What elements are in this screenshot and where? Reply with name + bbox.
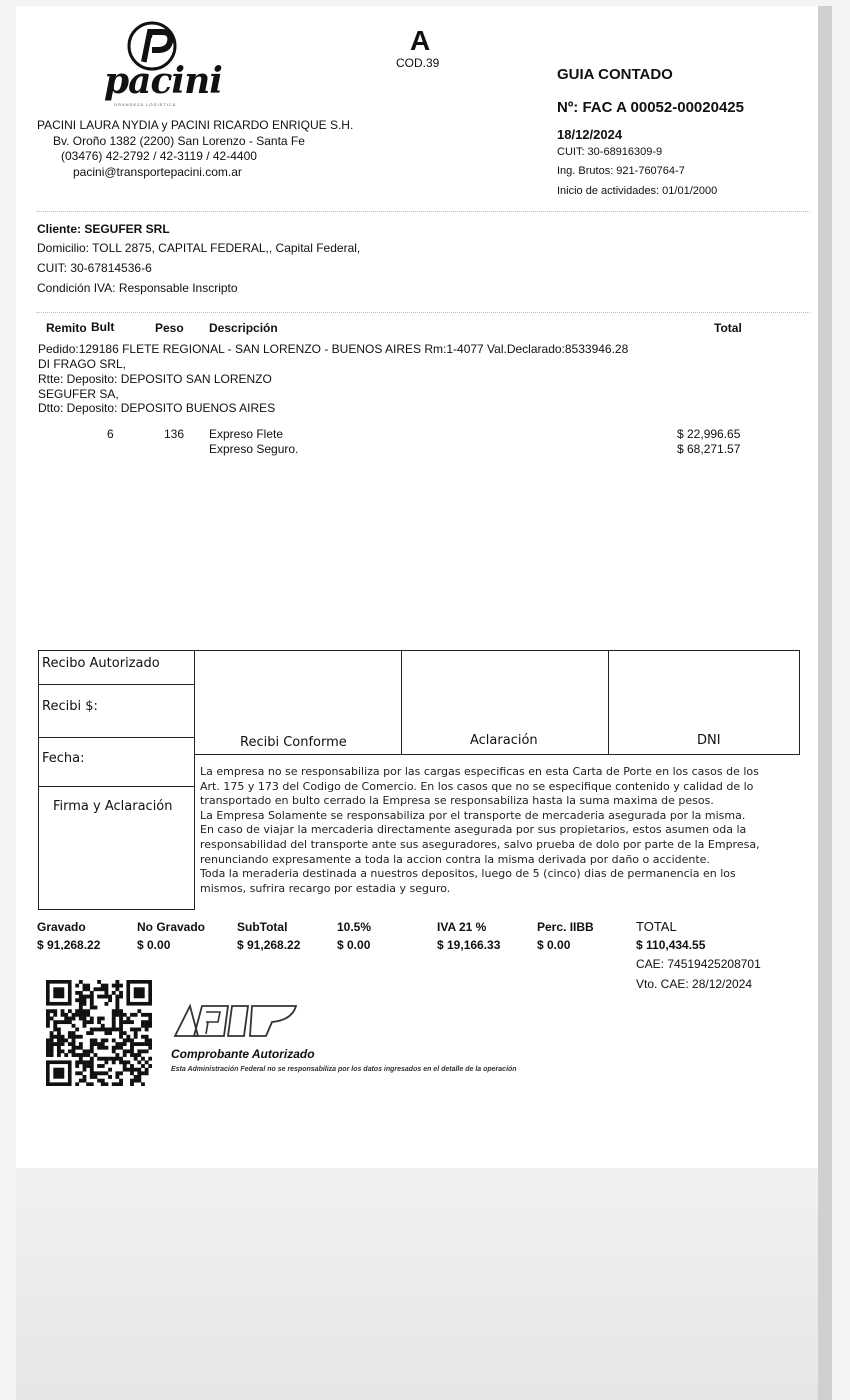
total-label: TOTAL bbox=[636, 919, 677, 934]
item-desc-2: Expreso Seguro. bbox=[209, 442, 299, 456]
cae-number: CAE: 74519425208701 bbox=[636, 957, 761, 971]
logo-wordmark: pacini bbox=[104, 60, 222, 102]
company-phones: (03476) 42-2792 / 42-3119 / 42-4400 bbox=[61, 149, 257, 163]
item-total-2: $ 68,271.57 bbox=[677, 442, 741, 456]
iva21-value: $ 19,166.33 bbox=[437, 938, 501, 952]
total-value: $ 110,434.55 bbox=[636, 938, 706, 952]
recibo-autorizado-label: Recibo Autorizado bbox=[42, 656, 160, 671]
client-iva: Condición IVA: Responsable Inscripto bbox=[37, 281, 238, 295]
issuer-cuit: CUIT: 30-68916309-9 bbox=[557, 146, 663, 158]
afip-qr-code bbox=[46, 980, 152, 1086]
company-email: pacini@transportepacini.com.ar bbox=[73, 165, 242, 179]
document-title: GUIA CONTADO bbox=[557, 66, 673, 83]
invoice-letter: A bbox=[410, 25, 431, 56]
iva21-label: IVA 21 % bbox=[437, 920, 487, 934]
firma-label: Firma y Aclaración bbox=[53, 799, 173, 814]
afip-logo-icon bbox=[172, 1000, 302, 1038]
recibi-conforme-label: Recibi Conforme bbox=[240, 735, 347, 750]
issuer-ing-brutos: Ing. Brutos: 921-760764-7 bbox=[557, 165, 685, 177]
logo-tagline: GRANDEZA LOGÍSTICA bbox=[114, 102, 177, 107]
legal-line: Art. 175 y 173 del Codigo de Comercio. En los casos que no se especifique contenido y calidad de lo bbox=[200, 779, 754, 793]
invoice-number: Nº: FAC A 00052-00020425 bbox=[557, 99, 744, 116]
perc-iibb-value: $ 0.00 bbox=[537, 938, 571, 952]
col-header-descripcion: Descripción bbox=[209, 321, 278, 335]
detail-line: Dtto: Deposito: DEPOSITO BUENOS AIRES bbox=[38, 401, 276, 415]
qr-code-icon bbox=[46, 980, 152, 1086]
legal-line: transportado en bulto cerrado la Empresa se responsabiliza hasta la suma maxima de pesos. bbox=[200, 794, 714, 808]
client-cuit: CUIT: 30-67814536-6 bbox=[37, 261, 152, 275]
invoice-date: 18/12/2024 bbox=[557, 127, 623, 142]
item-total-1: $ 22,996.65 bbox=[677, 427, 741, 441]
legal-line: renunciando expresamente a toda la accion contra la misma derivada por daño o accidente. bbox=[200, 852, 710, 866]
iva105-value: $ 0.00 bbox=[337, 938, 371, 952]
legal-line: La empresa no se responsabiliza por las cargas especificas en esta Carta de Porte en los casos de los bbox=[200, 765, 759, 778]
legal-line: Toda la meraderia destinada a nuestros depositos, luego de 5 (cinco) dias de permanencia en los bbox=[200, 867, 736, 881]
legal-line: responsabilidad del transporte ante sus aseguradores, salvo prueba de dolo por parte de la Empresa, bbox=[200, 837, 760, 851]
afip-logo-text bbox=[172, 1000, 174, 1001]
scan-edge bbox=[818, 6, 832, 1400]
divider bbox=[36, 312, 810, 313]
gravado-value: $ 91,268.22 bbox=[37, 938, 101, 950]
subtotal-value: $ 91,268.22 bbox=[237, 938, 301, 952]
issuer-inicio: Inicio de actividades: 01/01/2000 bbox=[557, 185, 718, 197]
company-address: Bv. Oroño 1382 (2200) San Lorenzo - Santa Fe bbox=[53, 134, 305, 148]
detail-line: SEGUFER SA, bbox=[38, 387, 119, 401]
detail-line: Pedido:129186 FLETE REGIONAL - SAN LORENZO - BUENOS AIRES Rm:1-4077 Val.Declarado:8533946.28 bbox=[38, 342, 629, 356]
client-name: Cliente: SEGUFER SRL bbox=[37, 222, 170, 236]
afip-disclaimer: Esta Administración Federal no se responsabiliza por los datos ingresados en el detalle de la operación bbox=[171, 1066, 517, 1073]
col-header-total: Total bbox=[714, 321, 742, 335]
legal-terms bbox=[200, 765, 800, 896]
afip-title: Comprobante Autorizado bbox=[171, 1047, 315, 1061]
col-header-peso: Peso bbox=[155, 321, 184, 335]
divider bbox=[36, 211, 810, 212]
legal-line: La Empresa Solamente se responsabiliza por el transporte de mercaderia asegurada por la misma. bbox=[200, 808, 746, 822]
perc-iibb-label: Perc. IIBB bbox=[537, 920, 594, 934]
item-desc-1: Expreso Flete bbox=[209, 427, 284, 441]
invoice-code: COD.39 bbox=[396, 56, 440, 70]
aclaracion-label: Aclaración bbox=[470, 733, 538, 748]
recibi-label: Recibi $: bbox=[42, 699, 98, 714]
gravado-label: Gravado bbox=[37, 920, 86, 934]
dni-label: DNI bbox=[697, 733, 721, 748]
no-gravado-label: No Gravado bbox=[137, 920, 206, 934]
col-header-bult: Bult bbox=[91, 320, 115, 334]
col-header-remito: Remito bbox=[46, 321, 87, 335]
no-gravado-value: $ 0.00 bbox=[137, 938, 171, 950]
client-domicilio: Domicilio: TOLL 2875, CAPITAL FEDERAL,, Capital Federal, bbox=[37, 241, 361, 255]
item-peso: 136 bbox=[164, 427, 185, 441]
cae-expiry: Vto. CAE: 28/12/2024 bbox=[636, 977, 753, 991]
afip-logo bbox=[172, 1000, 312, 1040]
scan-background bbox=[16, 1168, 818, 1400]
company-name: PACINI LAURA NYDIA y PACINI RICARDO ENRIQUE S.H. bbox=[37, 118, 354, 132]
detail-line: DI FRAGO SRL, bbox=[38, 357, 127, 371]
subtotal-label: SubTotal bbox=[237, 920, 288, 934]
company-logo bbox=[100, 20, 222, 110]
legal-line: mismos, sufrira recargo por estadia y seguro. bbox=[200, 881, 451, 895]
legal-line: En caso de viajar la mercaderia directamente asegurada por sus propietarios, estos asumen oda la bbox=[200, 823, 747, 837]
detail-line: Rtte: Deposito: DEPOSITO SAN LORENZO bbox=[38, 372, 272, 386]
fecha-label: Fecha: bbox=[42, 751, 85, 766]
item-bultos: 6 bbox=[107, 427, 114, 441]
iva105-label: 10.5% bbox=[337, 920, 372, 934]
